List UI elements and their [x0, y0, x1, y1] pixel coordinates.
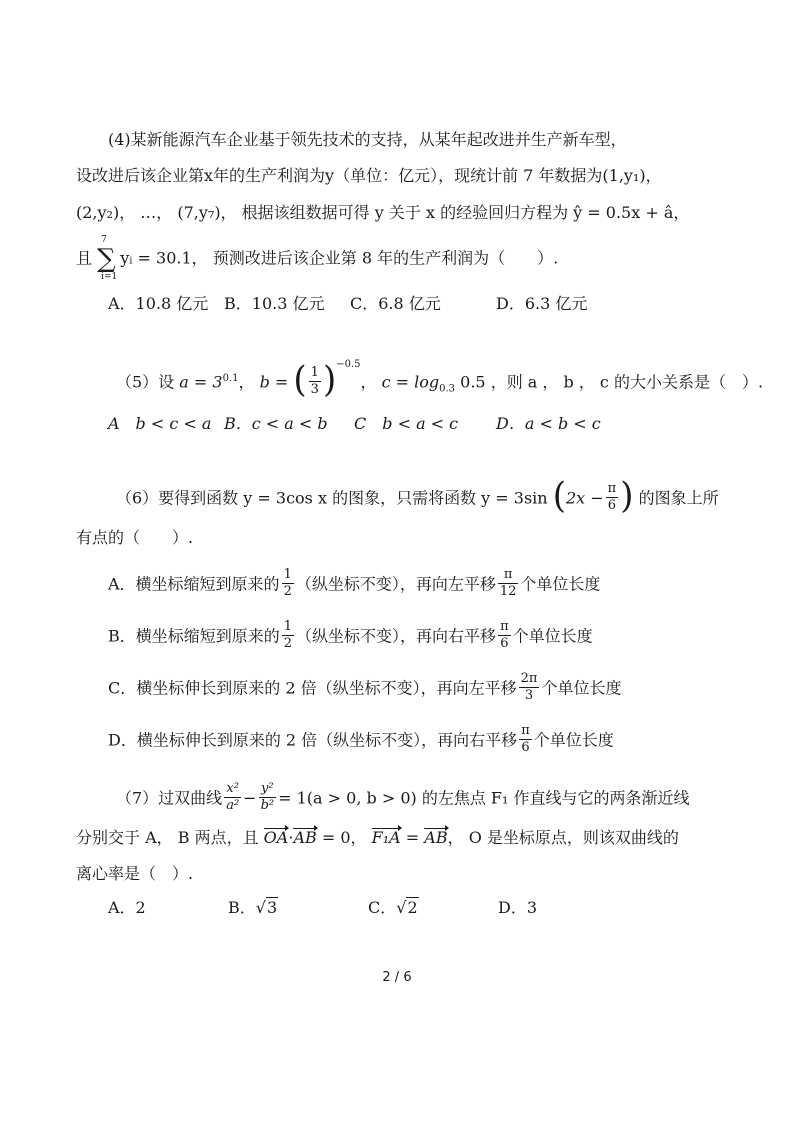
- q7-line2-post: ， O 是坐标原点，则该双曲线的: [447, 828, 679, 847]
- q6-line2: 有点的（ ）.: [76, 528, 194, 547]
- q4-option-c[interactable]: C．6.8 亿元: [350, 294, 441, 313]
- q7-option-a[interactable]: A．2: [108, 898, 146, 917]
- sum-lower: i=1: [101, 272, 118, 282]
- q7-option-c[interactable]: [368, 900, 419, 916]
- right-paren: ): [620, 475, 634, 517]
- frac-num: 1: [283, 567, 292, 582]
- sum-upper: 7: [101, 235, 107, 245]
- frac-num: π: [498, 568, 519, 584]
- frac-num: 1: [283, 619, 293, 634]
- radicand: 3: [266, 898, 278, 917]
- q5-option-b[interactable]: B．c < a < b: [224, 414, 328, 433]
- q7-eq-tail: = 1(a > 0, b > 0) 的左焦点 F₁ 作直线与它的两条渐近线: [278, 788, 690, 808]
- q5-lead: （5）设: [116, 372, 175, 392]
- frac-num: y²: [259, 782, 277, 798]
- q7-line2: [76, 830, 679, 846]
- q6-opt-a-shift: [498, 568, 519, 598]
- q6-option-d[interactable]: [108, 723, 614, 756]
- frac-den: 6: [521, 739, 530, 755]
- q5-option-a[interactable]: A b < c < a: [108, 414, 212, 433]
- q6-opt-c-pre: C．横坐标伸长到原来的 2 倍（纵坐标不变），再向左平移: [108, 678, 517, 698]
- q6-opt-d-shift: [519, 724, 532, 754]
- q5-option-d[interactable]: D．a < b < c: [496, 414, 601, 433]
- q7-minus: −: [243, 788, 257, 808]
- vector-ab-2: AB: [424, 828, 448, 847]
- right-paren: ): [322, 359, 337, 401]
- q5-b-den: 3: [310, 381, 319, 397]
- q6-line1-b: 的图象上所: [638, 488, 719, 508]
- q4-option-b[interactable]: B．10.3 亿元: [224, 294, 325, 313]
- summation-symbol: [97, 235, 118, 282]
- q7-opt-c-pre: C．: [368, 898, 397, 917]
- vector-oa: OA: [263, 828, 289, 847]
- left-paren: (: [293, 359, 307, 401]
- q5-option-c[interactable]: C b < a < c: [354, 414, 459, 433]
- q5-c-tail: 0.5: [460, 372, 486, 392]
- q4-option-d[interactable]: D．6.3 亿元: [496, 294, 588, 313]
- dot-operator: ·: [288, 828, 294, 847]
- frac-den: b²: [260, 797, 275, 813]
- q5-b-num: 1: [310, 364, 319, 380]
- q6-opt-b-pre: B．横坐标缩短到原来的: [108, 626, 280, 646]
- vector-f1a: F₁A: [371, 828, 401, 847]
- frac-num: π: [521, 723, 530, 738]
- q6-opt-c-shift: [519, 672, 540, 702]
- q6-opt-a-mid: （纵坐标不变），再向左平移: [295, 574, 496, 594]
- q7-eq: =: [405, 828, 420, 847]
- vector-ab: AB: [293, 828, 317, 847]
- q4-line4-pre: 且: [76, 248, 93, 268]
- frac-den: 2: [283, 635, 293, 651]
- q6-opt-c-tail: 个单位长度: [541, 678, 622, 698]
- q6-option-c[interactable]: [108, 671, 622, 704]
- sigma-glyph: ∑: [97, 244, 116, 274]
- q6-six: 6: [607, 497, 617, 513]
- left-paren: (: [552, 475, 566, 517]
- q5-b-exponent: −0.5: [336, 359, 361, 371]
- q6-pi-over-6: [606, 482, 619, 512]
- q6-line1: [116, 475, 719, 517]
- q6-opt-a-tail: 个单位长度: [520, 574, 601, 594]
- q4-line3: (2,y₂)， …， (7,y₇)， 根据该组数据可得 y 关于 x 的经验回归方程为 ŷ = 0.5x + â，: [76, 203, 690, 222]
- q5-c-expr: c = log: [381, 372, 440, 392]
- q6-opt-b-tail: 个单位长度: [512, 626, 593, 646]
- q6-opt-b-shift: [498, 620, 511, 650]
- page-number: 2 / 6: [382, 970, 412, 985]
- q6-opt-d-pre: D．横坐标伸长到原来的 2 倍（纵坐标不变），再向右平移: [108, 730, 518, 750]
- frac-den: 2: [283, 583, 292, 599]
- frac-num: π: [500, 619, 509, 634]
- q6-opt-a-pre: A．横坐标缩短到原来的: [108, 574, 280, 594]
- q4-line4: [76, 235, 559, 282]
- frac-den: 3: [524, 687, 534, 703]
- q7-line1: [116, 781, 690, 814]
- q5-a-expr: a = 3: [179, 372, 223, 392]
- q5-c-subscript: 0.3: [439, 383, 456, 395]
- q7-opt-b-pre: B．: [228, 898, 256, 917]
- radicand: 2: [407, 898, 418, 917]
- q7-eq0: = 0，: [321, 828, 367, 847]
- q5-b-expr: b =: [259, 372, 289, 392]
- frac-num: 2π: [520, 671, 538, 686]
- q6-option-b[interactable]: [108, 619, 593, 652]
- sqrt-symbol: √2: [396, 898, 418, 917]
- q5-line1: （5）设 $a = 3^{0.1}$， b = ( $\frac{1}{3}$ )$^{-0.5}$， $c = \log_{0.3} 0.5$ ，则 a ， b ， c 的大小关系是（ ）.: [116, 359, 764, 401]
- q7-lead: （7）过双曲线: [116, 788, 223, 808]
- q6-option-a[interactable]: [108, 567, 601, 600]
- q6-opt-d-tail: 个单位长度: [533, 730, 614, 750]
- q4-line1: (4)某新能源汽车企业基于领先技术的支持，从某年起改进并生产新车型，: [108, 130, 627, 149]
- q4-line4-post: yᵢ = 30.1， 预测改进后该企业第 8 年的生产利润为（ ）.: [120, 248, 559, 268]
- q6-opt-b-fraction: [282, 620, 294, 650]
- q4-line2: 设改进后该企业第x年的生产利润为y（单位：亿元），现统计前 7 年数据为(1,y₁)，: [76, 166, 662, 185]
- q6-pi: π: [607, 480, 617, 496]
- q7-x2-over-a2: [224, 782, 241, 812]
- q7-line3: 离心率是（ ）.: [76, 864, 194, 883]
- sqrt-symbol: √3: [255, 898, 278, 917]
- q6-inner-expr: 2x −: [565, 488, 604, 508]
- q5-tail: ，则 a ， b ， c 的大小关系是（ ）.: [490, 372, 764, 392]
- q7-line2-pre: 分别交于 A， B 两点，且: [76, 828, 259, 847]
- q6-line1-a: （6）要得到函数 y = 3cos x 的图象，只需将函数 y = 3sin: [116, 488, 548, 508]
- frac-den: a²: [226, 797, 240, 813]
- q6-opt-a-fraction: [282, 568, 294, 598]
- q7-y2-over-b2: [259, 782, 277, 812]
- q5-a-exponent: 0.1: [222, 373, 239, 385]
- q7-option-b[interactable]: [228, 900, 278, 916]
- frac-den: 12: [499, 583, 517, 599]
- q4-option-a[interactable]: A．10.8 亿元: [108, 294, 209, 313]
- frac-num: x²: [224, 782, 241, 798]
- q5-b-fraction: [309, 366, 321, 396]
- frac-den: 6: [500, 635, 509, 651]
- q6-opt-b-mid: （纵坐标不变），再向右平移: [296, 626, 497, 646]
- q7-option-d[interactable]: D．3: [498, 898, 538, 917]
